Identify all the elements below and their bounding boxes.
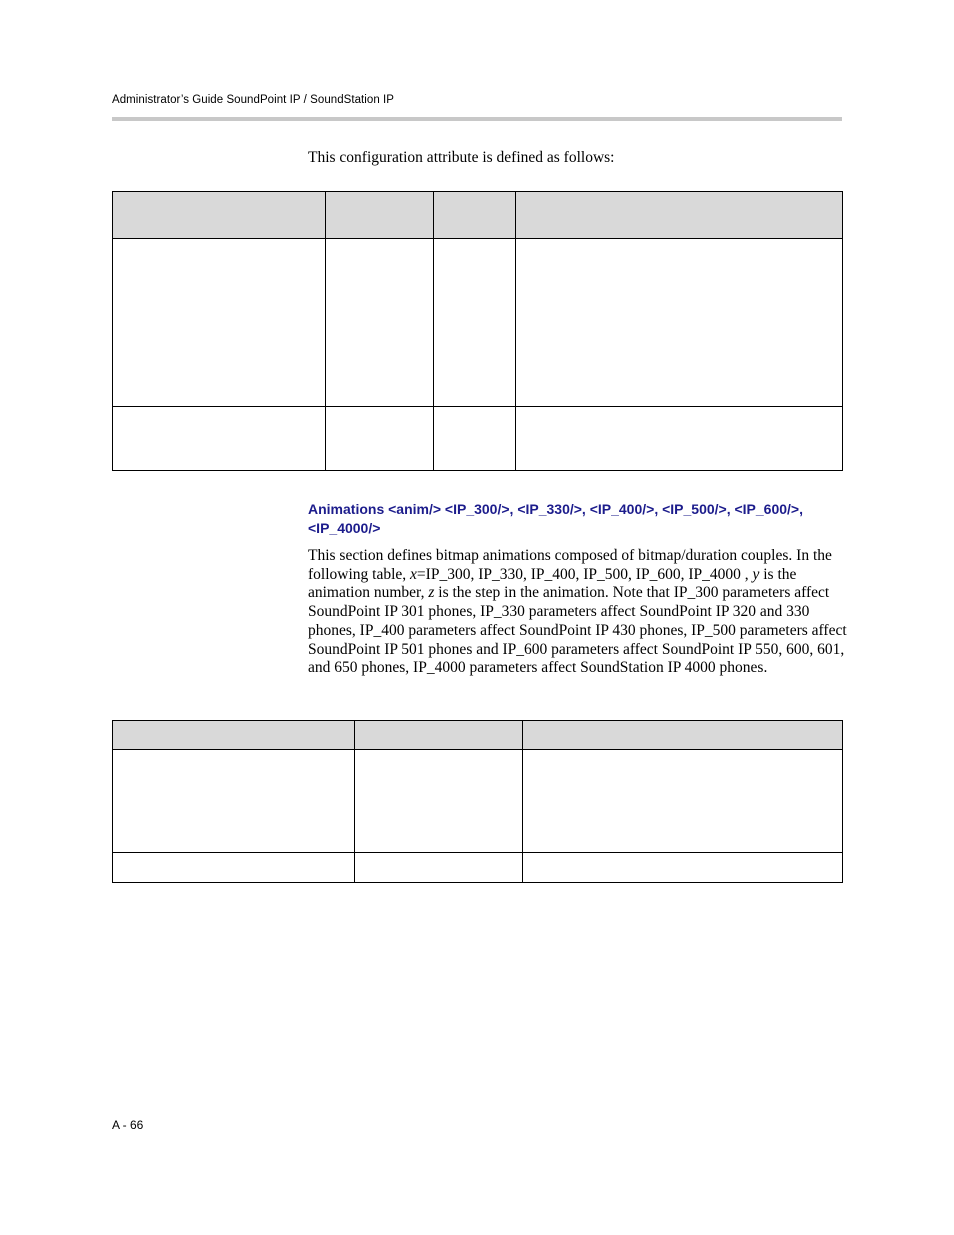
table-cell (113, 239, 326, 407)
table-cell (523, 853, 843, 883)
table-header-cell (326, 192, 434, 239)
table-cell (434, 407, 516, 471)
table-cell (326, 407, 434, 471)
paragraph-text: =IP_300, IP_330, IP_400, IP_500, IP_600, IP_4000 , (416, 565, 753, 583)
paragraph-text: is the animation number, (308, 565, 797, 602)
table-row (113, 750, 843, 853)
section-heading: Animations <anim/> <IP_300/>, <IP_330/>, <IP_400/>, <IP_500/>, <IP_600/>, <IP_4000/> (308, 501, 803, 536)
config-attribute-table (112, 191, 843, 471)
table-header-cell (434, 192, 516, 239)
table-cell (516, 239, 843, 407)
table-header-cell (355, 721, 523, 750)
variable-z: z (428, 584, 435, 602)
table-row (113, 853, 843, 883)
table-header-row (113, 721, 843, 750)
running-header: Administrator’s Guide SoundPoint IP / SoundStation IP (112, 94, 395, 106)
table-cell (113, 750, 355, 853)
table-cell (113, 853, 355, 883)
table-header-cell (516, 192, 843, 239)
table-row (113, 239, 843, 407)
header-rule (112, 117, 842, 121)
paragraph-text: is the step in the animation. Note that IP_300 parameters affect SoundPoint IP 301 phones, IP_330 parameters affect SoundPoint IP 320 and 330 phones, IP_400 parameters affect SoundPoint IP 430 phones, IP_500 parameters affect SoundPoint IP 501 phones and IP_600 parameters affect SoundPoint IP 550, 600, 601, and 650 phones, IP_4000 parameters affect SoundStation IP 4000 phones. (308, 584, 847, 677)
variable-x: x (410, 565, 417, 583)
table-cell (326, 239, 434, 407)
table-cell (434, 239, 516, 407)
table-row (113, 407, 843, 471)
table-header-cell (523, 721, 843, 750)
table-cell (516, 407, 843, 471)
page-number: A - 66 (112, 1118, 144, 1132)
table-cell (113, 407, 326, 471)
table-header-cell (113, 721, 355, 750)
section-paragraph (308, 547, 848, 678)
table-cell (523, 750, 843, 853)
variable-y: y (752, 565, 760, 583)
table-cell (355, 853, 523, 883)
paragraph-text: This section defines bitmap animations composed of bitmap/duration couples. In the following table, (308, 547, 832, 583)
table-cell (355, 750, 523, 853)
animation-table (112, 720, 843, 883)
table-header-cell (113, 192, 326, 239)
intro-text: This configuration attribute is defined as follows: (308, 149, 615, 166)
table-header-row (113, 192, 843, 239)
